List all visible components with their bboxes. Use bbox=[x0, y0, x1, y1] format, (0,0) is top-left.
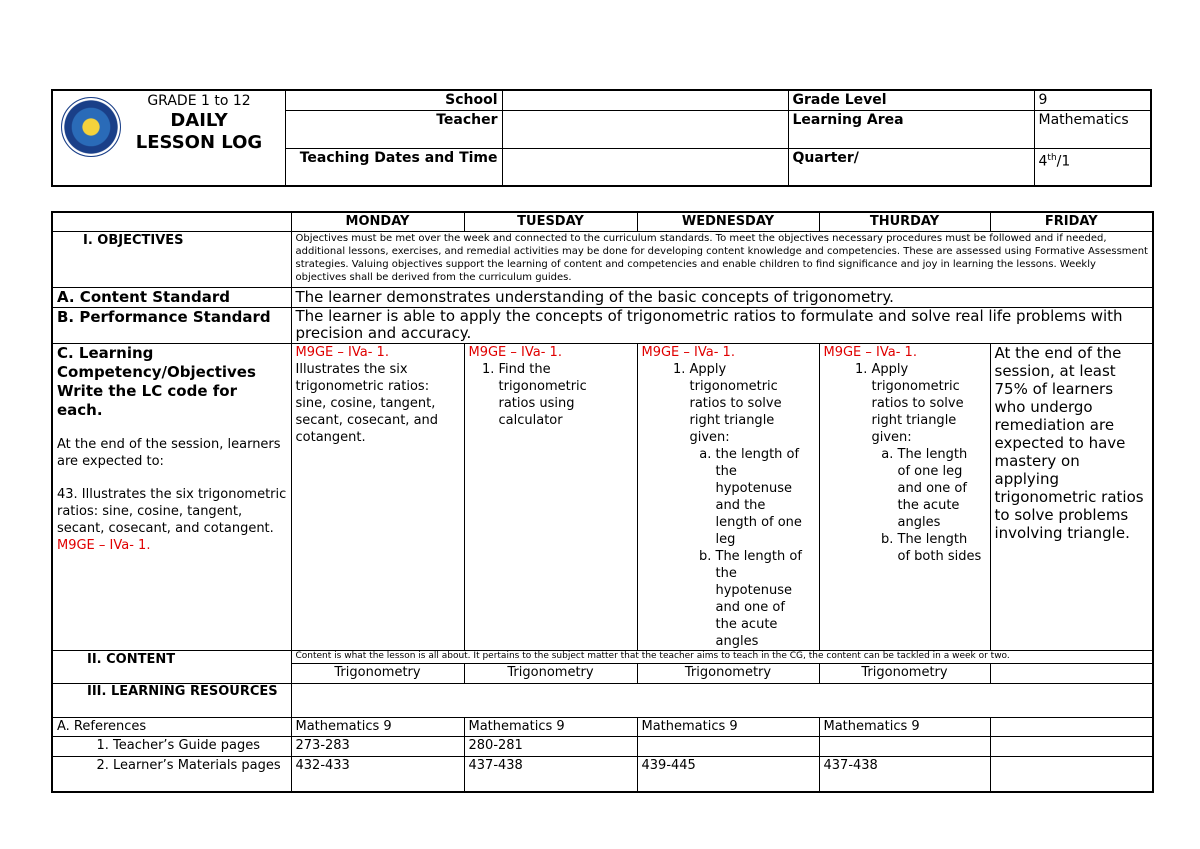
school-label: School bbox=[285, 90, 502, 110]
wednesday-competency bbox=[637, 343, 819, 650]
competency-intro: At the end of the session, learners are expected to: bbox=[57, 436, 281, 469]
quarter-value: 4th/1 bbox=[1034, 148, 1151, 186]
references-label: A. References bbox=[52, 717, 291, 736]
wednesday-reference: Mathematics 9 bbox=[637, 717, 819, 736]
content-row bbox=[52, 650, 1153, 663]
references-row bbox=[52, 717, 1153, 736]
wednesday-sub-b: b. The length of the hypotenuse and one of the acute angles bbox=[716, 548, 807, 650]
teaching-dates-field[interactable] bbox=[502, 148, 788, 186]
tuesday-reference: Mathematics 9 bbox=[464, 717, 637, 736]
learners-materials-row bbox=[52, 756, 1153, 792]
thursday-reference: Mathematics 9 bbox=[819, 717, 990, 736]
monday-competency bbox=[291, 343, 464, 650]
friday-reference bbox=[990, 717, 1153, 736]
learners-materials-label: 2. Learner’s Materials pages bbox=[113, 757, 287, 774]
performance-standard-label: B. Performance Standard bbox=[52, 307, 291, 343]
learning-resources-label: III. LEARNING RESOURCES bbox=[52, 683, 291, 717]
competency-row bbox=[52, 343, 1153, 650]
competency-label: C. Learning Competency/Objectives Write the LC code for each. bbox=[57, 343, 256, 419]
title-daily: DAILY bbox=[170, 110, 228, 131]
wednesday-sublist bbox=[690, 446, 807, 650]
content-standard-label: A. Content Standard bbox=[52, 287, 291, 307]
thursday-list bbox=[824, 361, 984, 565]
friday-competency: At the end of the session, at least 75% of learners who undergo remediation are expected to have mastery on applying trigonometric ratios to solve problems involving triangle. bbox=[990, 343, 1153, 650]
learning-area-value: Mathematics bbox=[1034, 110, 1151, 148]
tuesday-topic: Trigonometry bbox=[464, 663, 637, 683]
school-field[interactable] bbox=[502, 90, 788, 110]
teachers-guide-label: 1. Teacher’s Guide pages bbox=[113, 737, 287, 754]
competency-label-cell bbox=[52, 343, 291, 650]
monday-lc-code: M9GE – IVa- 1. bbox=[295, 344, 389, 360]
content-standard-text: The learner demonstrates understanding of the basic concepts of trigonometry. bbox=[291, 287, 1153, 307]
monday-lc-text: Illustrates the six trigonometric ratios: sine, cosine, tangent, secant, cosecant, and cotangent. bbox=[295, 361, 439, 445]
day-monday: MONDAY bbox=[291, 212, 464, 231]
deped-seal-logo bbox=[61, 97, 121, 157]
learning-resources-row bbox=[52, 683, 1153, 717]
monday-lm-pages: 432-433 bbox=[291, 756, 464, 792]
thursday-sub-a: a. The length of one leg and one of the acute angles bbox=[898, 446, 984, 531]
wednesday-topic: Trigonometry bbox=[637, 663, 819, 683]
friday-tg-pages bbox=[990, 736, 1153, 756]
wednesday-sub-a: a. the length of the hypotenuse and the length of one leg bbox=[716, 446, 807, 548]
day-tuesday: TUESDAY bbox=[464, 212, 637, 231]
thursday-list-item: 1. Apply trigonometric ratios to solve right triangle given: a. The length of one leg and one of the acute angles b. The length of both sides bbox=[872, 361, 984, 565]
thursday-lm-pages: 437-438 bbox=[819, 756, 990, 792]
thursday-lc-code: M9GE – IVa- 1. bbox=[823, 344, 917, 360]
wednesday-tg-pages bbox=[637, 736, 819, 756]
friday-topic bbox=[990, 663, 1153, 683]
teacher-field[interactable] bbox=[502, 110, 788, 148]
competency-item-code: M9GE – IVa- 1. bbox=[57, 537, 151, 553]
day-thursday: THURDAY bbox=[819, 212, 990, 231]
tuesday-tg-pages: 280-281 bbox=[464, 736, 637, 756]
teaching-dates-label: Teaching Dates and Time bbox=[285, 148, 502, 186]
objectives-text: Objectives must be met over the week and connected to the curriculum standards. To meet the objectives necessary procedures must be followed and if needed, additional lessons, exercises, and remedial activities may be done for developing content knowledge and competencies. These are assessed using Formative Assessment strategies. Valuing objectives support the learning of content and competencies and enable children to find significance and joy in learning the lessons. Weekly objectives shall be derived from the curriculum guides. bbox=[291, 231, 1153, 287]
grade-level-label: Grade Level bbox=[788, 90, 1034, 110]
tuesday-list bbox=[469, 361, 613, 429]
day-wednesday: WEDNESDAY bbox=[637, 212, 819, 231]
tuesday-lc-code: M9GE – IVa- 1. bbox=[468, 344, 562, 360]
tuesday-competency bbox=[464, 343, 637, 650]
wednesday-lc-code: M9GE – IVa- 1. bbox=[641, 344, 735, 360]
teacher-label: Teacher bbox=[285, 110, 502, 148]
content-standard-row bbox=[52, 287, 1153, 307]
wednesday-list bbox=[642, 361, 807, 650]
grade-range: GRADE 1 to 12 bbox=[147, 93, 251, 109]
thursday-competency bbox=[819, 343, 990, 650]
learning-area-label: Learning Area bbox=[788, 110, 1034, 148]
objectives-label: I. OBJECTIVES bbox=[52, 231, 291, 287]
tuesday-lm-pages: 437-438 bbox=[464, 756, 637, 792]
day-friday: FRIDAY bbox=[990, 212, 1153, 231]
monday-tg-pages: 273-283 bbox=[291, 736, 464, 756]
teachers-guide-label-cell bbox=[52, 736, 291, 756]
thursday-topic: Trigonometry bbox=[819, 663, 990, 683]
thursday-tg-pages bbox=[819, 736, 990, 756]
wednesday-list-item: 1. Apply trigonometric ratios to solve right triangle given: a. the length of the hypotenuse and the length of one leg b. The length of the hypotenuse and one of the acute angles bbox=[690, 361, 807, 650]
performance-standard-row bbox=[52, 307, 1153, 343]
thursday-sub-b: b. The length of both sides bbox=[898, 531, 984, 565]
performance-standard-text: The learner is able to apply the concepts of trigonometric ratios to formulate and solve real life problems with precision and accuracy. bbox=[291, 307, 1153, 343]
wednesday-lm-pages: 439-445 bbox=[637, 756, 819, 792]
monday-reference: Mathematics 9 bbox=[291, 717, 464, 736]
learners-materials-label-cell bbox=[52, 756, 291, 792]
title-lesson-log: LESSON LOG bbox=[135, 132, 263, 153]
monday-topic: Trigonometry bbox=[291, 663, 464, 683]
grade-level-value: 9 bbox=[1034, 90, 1151, 110]
competency-item: 43. Illustrates the six trigonometric ratios: sine, cosine, tangent, secant, cosecant, and cotangent. bbox=[57, 486, 287, 536]
friday-lm-pages bbox=[990, 756, 1153, 792]
teachers-guide-row bbox=[52, 736, 1153, 756]
objectives-row bbox=[52, 231, 1153, 287]
days-row bbox=[52, 212, 1153, 231]
thursday-sublist bbox=[872, 446, 984, 565]
learning-resources-cell bbox=[291, 683, 1153, 717]
header-title-cell bbox=[52, 90, 285, 186]
lesson-log-table bbox=[51, 211, 1154, 793]
quarter-label: Quarter/ bbox=[788, 148, 1034, 186]
header-table bbox=[51, 89, 1152, 187]
tuesday-list-item: 1. Find the trigonometric ratios using calculator bbox=[499, 361, 613, 429]
content-label: II. CONTENT bbox=[52, 650, 291, 683]
corner-cell bbox=[52, 212, 291, 231]
content-description: Content is what the lesson is all about. It pertains to the subject matter that the teacher aims to teach in the CG, the content can be tackled in a week or two. bbox=[291, 650, 1153, 663]
